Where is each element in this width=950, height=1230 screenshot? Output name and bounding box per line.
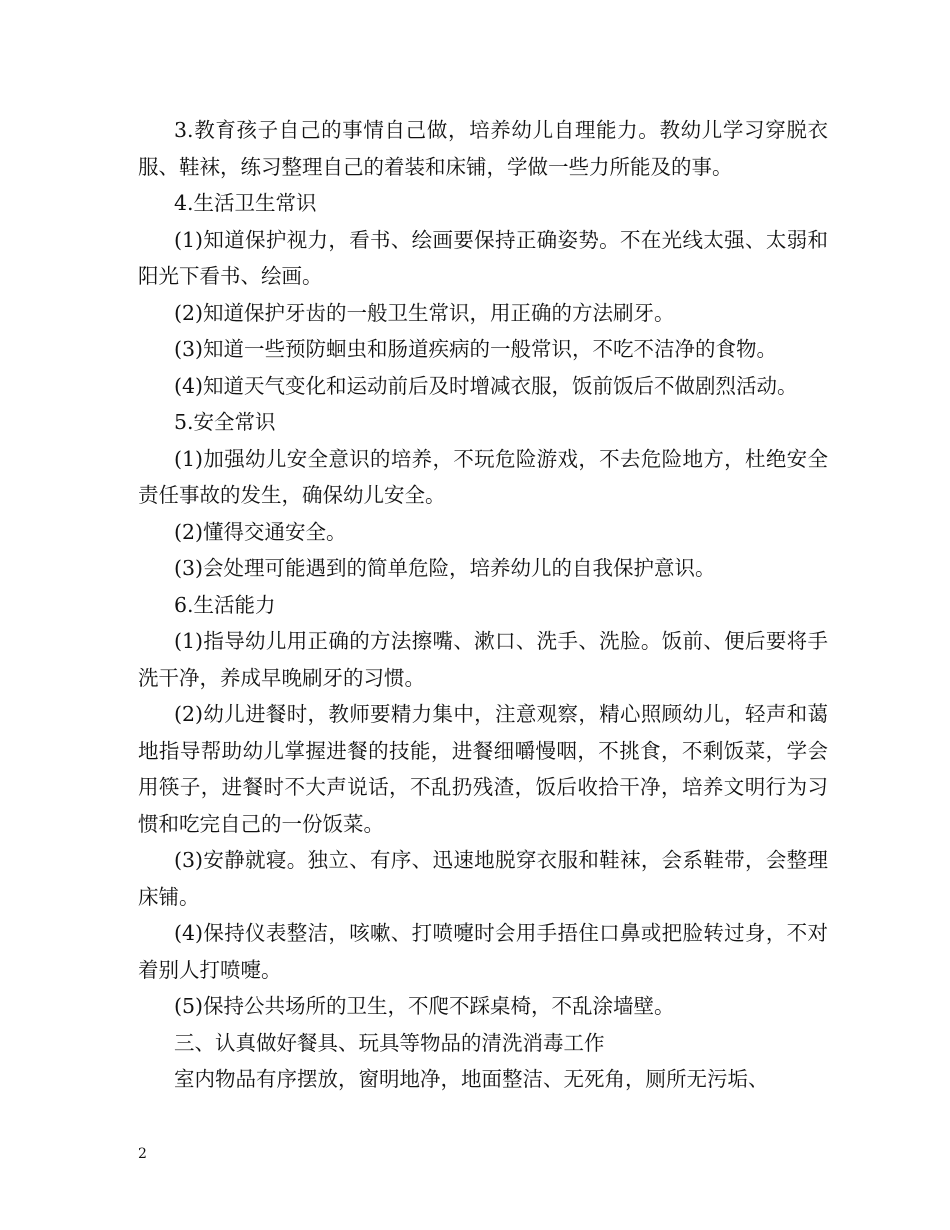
paragraph-safety-traffic: (2)懂得交通安全。 — [174, 519, 347, 544]
heading-section-3: 三、认真做好餐具、玩具等物品的清洗消毒工作 — [174, 1030, 605, 1055]
paragraph-life-public: (5)保持公共场所的卫生，不爬不踩桌椅，不乱涂墙壁。 — [174, 994, 675, 1018]
paragraph-safety-awareness: (1)加强幼儿安全意识的培养，不玩危险游戏，不去危险地方，杜绝安全责任事故的发生，确保幼儿安全。 — [138, 446, 828, 507]
paragraph-life-washing: (1)指导幼儿用正确的方法擦嘴、漱口、洗手、洗脸。饭前、便后要将手洗干净，养成早晚刷牙的习惯。 — [138, 629, 828, 690]
heading-hygiene-4: 4.生活卫生常识 — [174, 191, 317, 215]
document-body — [138, 112, 828, 1098]
heading-safety-5: 5.安全常识 — [174, 410, 276, 434]
page-number: 2 — [138, 1146, 147, 1162]
paragraph-self-care-3: 3.教育孩子自己的事情自己做，培养幼儿自理能力。教幼儿学习穿脱衣服、鞋袜，练习整理自己的着装和床铺，学做一些力所能及的事。 — [138, 118, 828, 179]
paragraph-hygiene-teeth: (2)知道保护牙齿的一般卫生常识，用正确的方法刷牙。 — [174, 300, 675, 325]
paragraph-life-meals: (2)幼儿进餐时，教师要精力集中，注意观察，精心照顾幼儿，轻声和蔼地指导帮助幼儿掌握进餐的技能，进餐细嚼慢咽，不挑食，不剩饭菜，学会用筷子，进餐时不大声说话，不乱扔残渣，饭后收拾干净，培养文明行为习惯和吃完自己的一份饭菜。 — [138, 702, 828, 836]
paragraph-hygiene-eyes: (1)知道保护视力，看书、绘画要保持正确姿势。不在光线太强、太弱和阳光下看书、绘画。 — [138, 227, 828, 288]
paragraph-life-appearance: (4)保持仪表整洁，咳嗽、打喷嚏时会用手捂住口鼻或把脸转过身，不对着别人打喷嚏。 — [138, 921, 828, 982]
paragraph-safety-danger: (3)会处理可能遇到的简单危险，培养幼儿的自我保护意识。 — [174, 556, 716, 580]
paragraph-hygiene-disease: (3)知道一些预防蛔虫和肠道疾病的一般常识，不吃不洁净的食物。 — [174, 337, 778, 361]
paragraph-life-sleep: (3)安静就寝。独立、有序、迅速地脱穿衣服和鞋袜，会系鞋带，会整理床铺。 — [138, 848, 828, 909]
heading-life-skills-6: 6.生活能力 — [174, 592, 276, 617]
paragraph-hygiene-clothing: (4)知道天气变化和运动前后及时增减衣服，饭前饭后不做剧烈活动。 — [174, 373, 798, 398]
paragraph-room-cleaning: 室内物品有序摆放，窗明地净，地面整洁、无死角，厕所无污垢、 — [174, 1067, 769, 1091]
